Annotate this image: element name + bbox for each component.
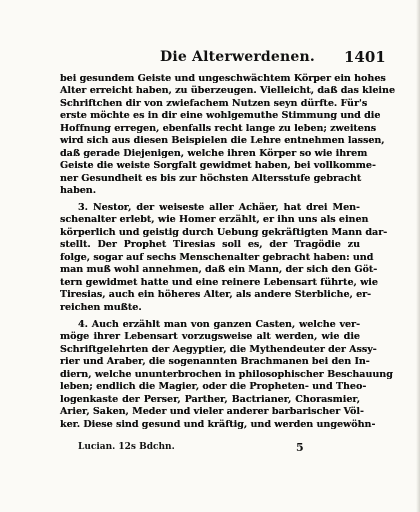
page-edge-shadow (416, 0, 420, 512)
body-line: Schriftchen dir von zwiefachem Nutzen seyn dürfte. Für's (60, 98, 368, 109)
body-line: haben. (60, 185, 97, 196)
body-line: Hoffnung erregen, ebenfalls recht lange zu leben; zweitens (60, 123, 377, 134)
body-line: folge, sogar auf sechs Menschenalter gebracht haben: und (60, 252, 374, 263)
body-line: Alter erreicht haben, zu überzeugen. Vielleicht, daß das kleine (60, 85, 396, 96)
body-line: möge ihrer Lebensart vorzugsweise alt werden, wie die (60, 331, 360, 342)
body-line: rier und Araber, die sogenannten Brachmanen bei den In- (60, 356, 370, 367)
body-line: reichen mußte. (60, 302, 142, 313)
body-line: wird sich aus diesen Beispielen die Lehre entnehmen lassen, (60, 135, 385, 146)
body-line: körperlich und geistig durch Uebung gekräftigten Mann dar- (60, 227, 388, 238)
body-line: diern, welche ununterbrochen in philosophischer Beschauung (60, 369, 393, 380)
body-line: Tiresias, auch ein höheres Alter, als andere Sterbliche, er- (60, 289, 372, 300)
body-line: erste möchte es in dir eine wohlgemuthe Stimmung und die (60, 110, 381, 121)
body-line: leben; endlich die Magier, oder die Propheten- und Theo- (60, 381, 367, 392)
body-line: logenkaste der Perser, Parther, Bactrianer, Chorasmier, (60, 394, 360, 405)
body-line: Geiste die weiste Sorgfalt gewidmet haben, bei vollkomme- (60, 160, 376, 171)
body-line: daß gerade Diejenigen, welche ihren Körper so wie ihrem (60, 148, 368, 159)
body-line: Arier, Saken, Meder und vieler anderer barbarischer Völ- (60, 406, 364, 417)
body-line: bei gesundem Geiste und ungeschwächtem Körper ein hohes (60, 73, 386, 84)
body-line: tern gewidmet hatte und eine reinere Lebensart führte, wie (60, 277, 378, 288)
paragraph-3-start: 3. Nestor, der weiseste aller Achäer, hat drei Men- (78, 202, 360, 213)
body-line: ker. Diese sind gesund und kräftig, und werden ungewöhn- (60, 419, 376, 430)
body-line: stellt. Der Prophet Tiresias soll es, der Tragödie zu (60, 239, 360, 250)
body-line: ner Gesundheit es bis zur höchsten Altersstufe gebracht (60, 173, 362, 184)
body-line: Schriftgelehrten der Aegyptier, die Mythendeuter der Assy- (60, 344, 377, 355)
signature-mark: Lucian. 12s Bdchn. (78, 442, 175, 452)
paragraph-4-start: 4. Auch erzählt man von ganzen Casten, welche ver- (78, 319, 360, 330)
body-line: man muß wohl annehmen, daß ein Mann, der sich den Göt- (60, 264, 378, 275)
page-number: 1401 (344, 48, 386, 66)
body-line: schenalter erlebt, wie Homer erzählt, er ihn uns als einen (60, 214, 369, 225)
running-head-title: Die Alterwerdenen. (160, 49, 315, 65)
gathering-mark: 5 (296, 441, 304, 454)
